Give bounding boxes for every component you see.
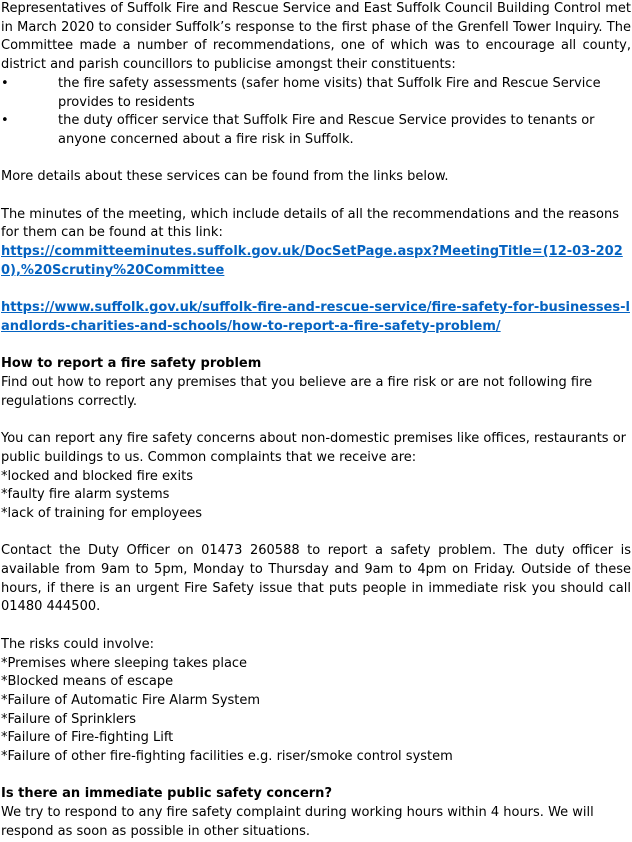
list-item: *Failure of Sprinklers	[1, 711, 137, 727]
spacer	[1, 767, 631, 786]
risks-intro: The risks could involve:	[1, 636, 154, 652]
spacer	[1, 281, 631, 300]
bullet-item	[1, 112, 631, 149]
minutes-link[interactable]: https://committeeminutes.suffolk.gov.uk/DocSetPage.aspx?MeetingTitle=(12-03-2020),%20Scrutiny%20Committee	[1, 244, 623, 278]
list-item: *faulty fire alarm systems	[1, 487, 170, 503]
minutes-paragraph: The minutes of the meeting, which include details of all the recommendations and the reasons for them can be found at this link:	[1, 206, 620, 241]
spacer	[1, 524, 631, 543]
list-item: *Failure of Fire-fighting Lift	[1, 730, 174, 746]
concerns-paragraph: You can report any fire safety concerns about non-domestic premises like offices, restaurants or public buildings to us. Common complaints that we receive are:	[1, 431, 627, 465]
bullet-text: the fire safety assessments (safer home visits) that Suffolk Fire and Rescue Service provides to residents	[58, 75, 601, 110]
report-problem-link[interactable]: https://www.suffolk.gov.uk/suffolk-fire-and-rescue-service/fire-safety-for-businesses-landlords-charities-and-schools/how-to-report-a-fire-safety-problem/	[1, 300, 630, 334]
bullet-marker: •	[1, 113, 9, 129]
list-item: *lack of training for employees	[1, 505, 202, 521]
list-item: *Failure of Automatic Fire Alarm System	[1, 692, 261, 708]
heading-immediate: Is there an immediate public safety concern?	[1, 786, 332, 802]
bullet-marker: •	[1, 75, 9, 91]
more-details-paragraph: More details about these services can be found from the links below.	[1, 169, 449, 185]
intro-paragraph: Representatives of Suffolk Fire and Rescue Service and East Suffolk Council Building Control met in March 2020 to consider Suffolk’s response to the first phase of the Grenfell Tower Inquiry. The Committee made a number of recommendations, one of which was to encourage all county, district and parish councillors to publicise amongst their constituents:	[1, 1, 631, 73]
spacer	[1, 617, 631, 636]
list-item: *locked and blocked fire exits	[1, 468, 193, 484]
list-item: *Blocked means of escape	[1, 674, 174, 690]
heading-report: How to report a fire safety problem	[1, 356, 262, 372]
bullet-text: the duty officer service that Suffolk Fire and Rescue Service provides to tenants or anyone concerned about a fire risk in Suffolk.	[58, 113, 595, 147]
spacer	[1, 150, 631, 169]
immediate-paragraph: We try to respond to any fire safety complaint during working hours within 4 hours. We will respond as soon as possible in other situations.	[1, 805, 594, 839]
contact-paragraph: Contact the Duty Officer on 01473 260588 to report a safety problem. The duty officer is available from 9am to 5pm, Monday to Thursday and 9am to 4pm on Friday. Outside of these hours, if there is an urgent Fire Safety issue that puts people in immediate risk you should call 01480 444500.	[1, 543, 631, 615]
list-item: *Premises where sleeping takes place	[1, 655, 248, 671]
spacer	[1, 411, 631, 430]
bullet-item	[1, 75, 631, 112]
spacer	[1, 187, 631, 206]
spacer	[1, 337, 631, 356]
list-item: *Failure of other fire-fighting facilities e.g. riser/smoke control system	[1, 749, 453, 765]
report-intro-paragraph: Find out how to report any premises that you believe are a fire risk or are not following fire regulations correctly.	[1, 375, 593, 409]
